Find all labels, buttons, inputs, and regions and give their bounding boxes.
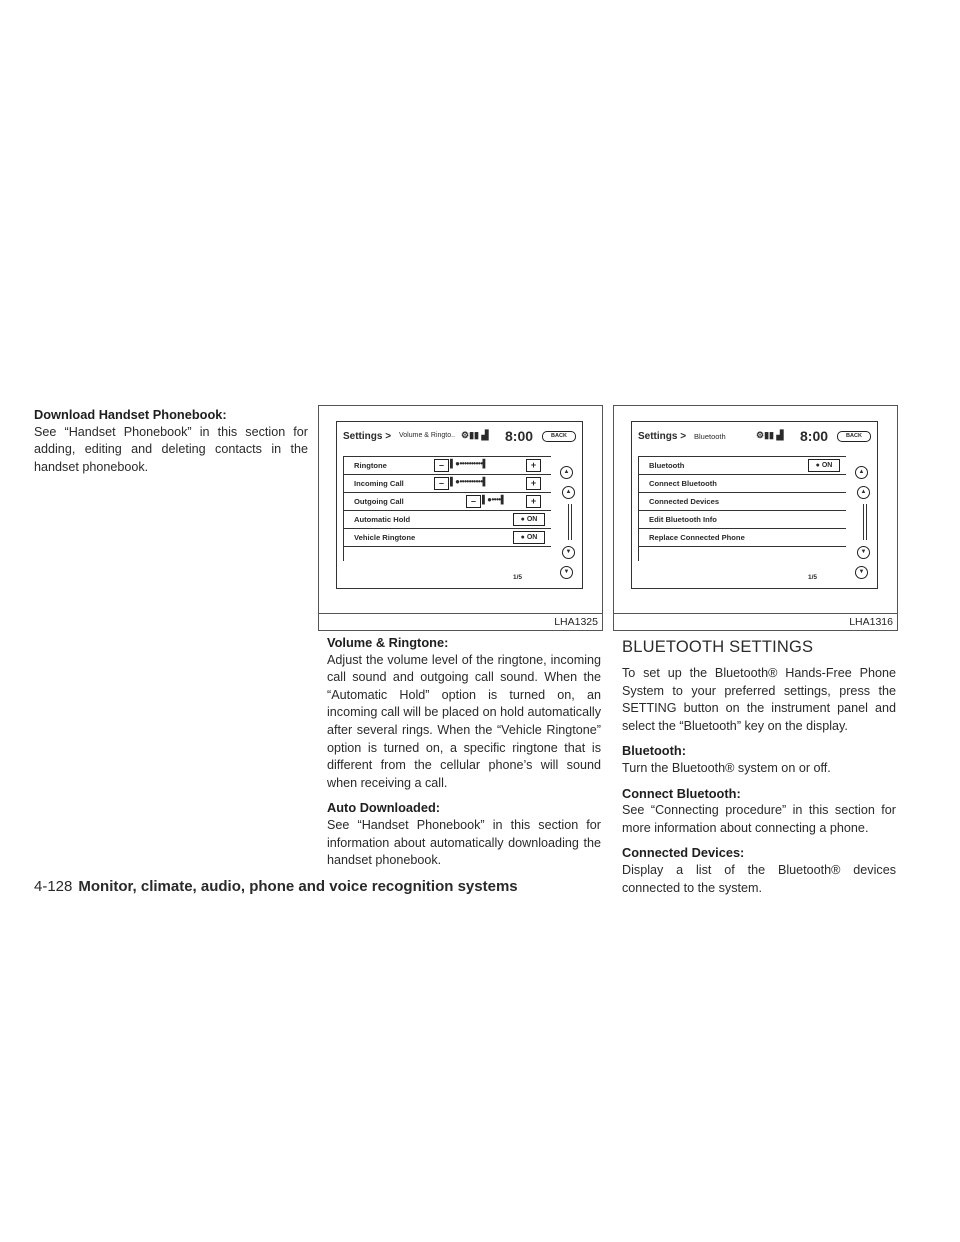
- paragraph-auto-downloaded: See “Handset Phonebook” in this section for information about automatically downloading the handset phonebook.: [327, 817, 601, 868]
- on-toggle[interactable]: ● ON: [513, 513, 545, 526]
- volume-level-icon: ▌●••••▌: [482, 495, 506, 504]
- scroll-bottom-icon[interactable]: ▼: [560, 566, 573, 579]
- volume-level-icon: ▌●••••••••••▌: [450, 459, 488, 468]
- scroll-top-icon[interactable]: ▲: [560, 466, 573, 479]
- list-item-vehicle-ringtone[interactable]: [343, 528, 551, 546]
- list-item-empty: [343, 546, 551, 561]
- list-item-replace-connected-phone[interactable]: [638, 528, 846, 546]
- heading-connect-bluetooth: Connect Bluetooth:: [622, 785, 741, 801]
- list-item-label: Automatic Hold: [354, 515, 411, 524]
- scroll-control: [562, 466, 576, 578]
- scroll-up-icon[interactable]: ▲: [562, 486, 575, 499]
- list-item-outgoing-call[interactable]: [343, 492, 551, 510]
- list-item-label: Connect Bluetooth: [649, 479, 717, 488]
- heading-bluetooth: Bluetooth:: [622, 743, 686, 759]
- paragraph-intro: To set up the Bluetooth® Hands-Free Phone System to your preferred settings, press the SETTING button on the instrument panel and select the “Bluetooth” key on the display.: [622, 666, 896, 733]
- heading-download-handset-phonebook: Download Handset Phonebook:: [34, 407, 227, 422]
- list-item-label: Incoming Call: [354, 479, 404, 488]
- figure-volume-ringtone: [318, 405, 603, 631]
- list-item-label: Bluetooth: [649, 461, 685, 470]
- list-item-label: Vehicle Ringtone: [354, 533, 416, 542]
- section-title: BLUETOOTH SETTINGS: [622, 638, 814, 656]
- figure-bluetooth: [613, 405, 898, 631]
- figure-code: LHA1325: [554, 616, 598, 628]
- plus-button[interactable]: +: [526, 495, 541, 508]
- on-label: ON: [821, 462, 833, 469]
- scroll-down-icon[interactable]: ▼: [857, 546, 870, 559]
- scroll-up-icon[interactable]: ▲: [857, 486, 870, 499]
- list-item-incoming-call[interactable]: [343, 474, 551, 492]
- minus-button[interactable]: –: [466, 495, 481, 508]
- list-item-empty: [638, 546, 846, 561]
- list-item-label: Ringtone: [354, 461, 387, 470]
- right-column: [622, 637, 896, 904]
- list-item-ringtone[interactable]: [343, 456, 551, 474]
- on-label: ON: [526, 534, 538, 541]
- list-item-automatic-hold[interactable]: [343, 510, 551, 528]
- page-indicator: 1/5: [513, 574, 523, 581]
- paragraph-connected-devices: Display a list of the Bluetooth® devices connected to the system.: [622, 862, 896, 895]
- display-screen: [631, 421, 878, 589]
- page-indicator: 1/5: [808, 574, 818, 581]
- footer-title: Monitor, climate, audio, phone and voice recognition systems: [78, 878, 518, 895]
- list-item-label: Outgoing Call: [354, 497, 404, 506]
- figure-divider: [319, 613, 602, 614]
- screen-breadcrumb: Bluetooth: [694, 432, 726, 441]
- screen-breadcrumb: Volume & Ringto..: [399, 432, 456, 439]
- list-item-edit-bluetooth-info[interactable]: [638, 510, 846, 528]
- plus-button[interactable]: +: [526, 477, 541, 490]
- page-number: 4-128: [34, 878, 73, 895]
- clock: 8:00: [800, 428, 829, 444]
- scroll-down-icon[interactable]: ▼: [562, 546, 575, 559]
- paragraph-volume-ringtone: Adjust the volume level of the ringtone, incoming call sound and outgoing call sound. When the “Automatic Hold” option is turned on, an incoming call will be placed on hold automatically after several rings. When the “Vehicle Ringtone” option is turned on, a specific ringtone that is different from the cellular phone’s will sound when receiving a call.: [327, 652, 601, 790]
- page-footer: [34, 878, 518, 895]
- on-toggle[interactable]: ● ON: [808, 459, 840, 472]
- plus-button[interactable]: +: [526, 459, 541, 472]
- screen-title: Settings >: [638, 431, 687, 442]
- list-item-label: Edit Bluetooth Info: [649, 515, 717, 524]
- on-toggle[interactable]: ● ON: [513, 531, 545, 544]
- list-item-connect-bluetooth[interactable]: [638, 474, 846, 492]
- list-item-label: Connected Devices: [649, 497, 720, 506]
- settings-list: [343, 456, 551, 561]
- back-button[interactable]: BACK: [542, 431, 576, 442]
- settings-list: [638, 456, 846, 561]
- list-item-bluetooth[interactable]: [638, 456, 846, 474]
- scroll-top-icon[interactable]: ▲: [855, 466, 868, 479]
- heading-volume-ringtone: Volume & Ringtone:: [327, 635, 449, 650]
- screen-header: [343, 429, 576, 445]
- figure-divider: [614, 613, 897, 614]
- screen-title: Settings >: [343, 431, 392, 442]
- display-screen: [336, 421, 583, 589]
- left-column: [34, 406, 308, 483]
- scroll-control: [857, 466, 871, 578]
- clock: 8:00: [505, 428, 534, 444]
- heading-connected-devices: Connected Devices:: [622, 845, 745, 861]
- scroll-bottom-icon[interactable]: ▼: [855, 566, 868, 579]
- paragraph-download-handset-phonebook: See “Handset Phonebook” in this section for adding, editing and deleting contacts in the handset phonebook.: [34, 424, 308, 474]
- screen-header: [638, 429, 871, 445]
- scrollbar[interactable]: [568, 504, 572, 540]
- status-icons: ⚙▮▮ ▟: [461, 430, 489, 440]
- back-button[interactable]: BACK: [837, 431, 871, 442]
- list-item-connected-devices[interactable]: [638, 492, 846, 510]
- minus-button[interactable]: –: [434, 477, 449, 490]
- minus-button[interactable]: –: [434, 459, 449, 472]
- middle-column: [327, 634, 601, 877]
- volume-level-icon: ▌●••••••••••▌: [450, 477, 488, 486]
- figure-code: LHA1316: [849, 616, 893, 628]
- status-icons: ⚙▮▮ ▟: [756, 430, 784, 440]
- on-label: ON: [526, 516, 538, 523]
- list-item-label: Replace Connected Phone: [649, 533, 745, 542]
- paragraph-bluetooth: Turn the Bluetooth® system on or off.: [622, 760, 831, 775]
- paragraph-connect-bluetooth: See “Connecting procedure” in this section for more information about connecting a phone.: [622, 803, 896, 835]
- heading-auto-downloaded: Auto Downloaded:: [327, 800, 441, 816]
- scrollbar[interactable]: [863, 504, 867, 540]
